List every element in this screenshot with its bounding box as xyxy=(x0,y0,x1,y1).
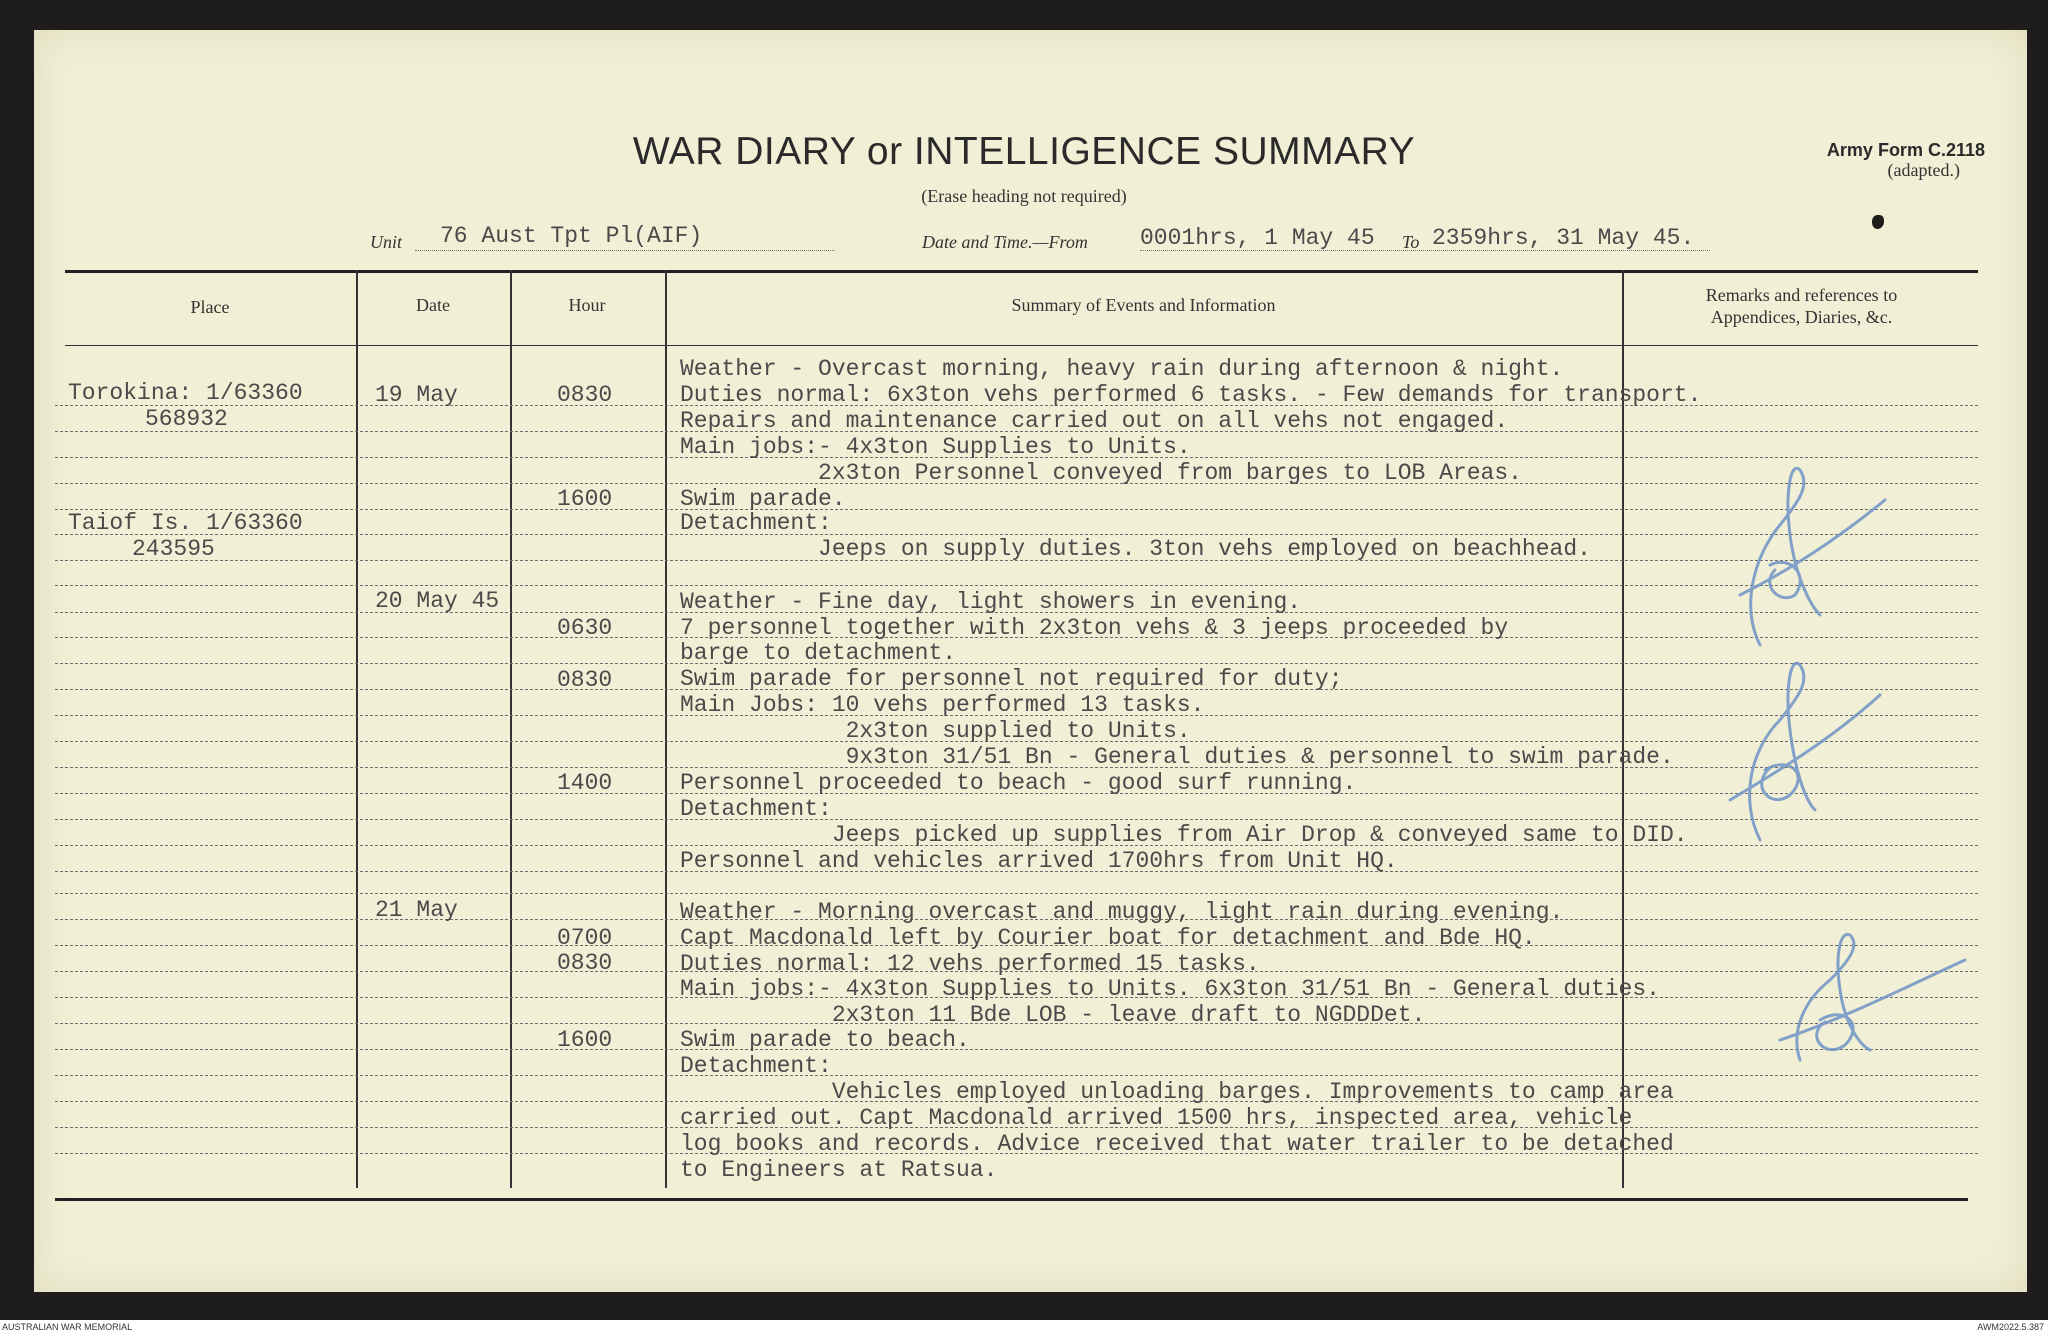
summary-line: Swim parade. xyxy=(680,486,846,512)
summary-line: Detachment: xyxy=(680,796,832,822)
summary-line: barge to detachment. xyxy=(680,640,957,666)
summary-line: 2x3ton Personnel conveyed from barges to LOB Areas. xyxy=(680,460,1522,486)
summary-line: Repairs and maintenance carried out on all vehs not engaged. xyxy=(680,408,1509,434)
summary-line: Jeeps on supply duties. 3ton vehs employed on beachhead. xyxy=(680,536,1591,562)
col-divider-date-hour xyxy=(510,270,512,1188)
hour-entry: 1600 xyxy=(557,1027,613,1053)
table-top-border xyxy=(65,270,1978,273)
place-taiof: Taiof Is. 1/63360 xyxy=(68,510,303,536)
header-place: Place xyxy=(190,297,230,317)
summary-line: Detachment: xyxy=(680,1053,832,1079)
summary-line: Duties normal: 12 vehs performed 15 tasks. xyxy=(680,951,1260,977)
col-divider-place-date xyxy=(356,270,358,1188)
summary-line: carried out. Capt Macdonald arrived 1500 hrs, inspected area, vehicle xyxy=(680,1105,1633,1131)
hour-entry: 0830 xyxy=(557,950,613,976)
footer-institution: AUSTRALIAN WAR MEMORIAL xyxy=(2,1322,133,1332)
summary-line: Weather - Overcast morning, heavy rain during afternoon & night. xyxy=(680,356,1564,382)
summary-line: 2x3ton supplied to Units. xyxy=(680,718,1191,744)
summary-line: Main jobs:- 4x3ton Supplies to Units. xyxy=(680,434,1191,460)
header-hour: Hour xyxy=(568,295,606,315)
ruled-line xyxy=(55,1075,1978,1076)
summary-line: Vehicles employed unloading barges. Improvements to camp area xyxy=(680,1079,1674,1105)
summary-line: Main Jobs: 10 vehs performed 13 tasks. xyxy=(680,692,1205,718)
hour-entry: 0630 xyxy=(557,615,613,641)
summary-line: Weather - Morning overcast and muggy, light rain during evening. xyxy=(680,899,1564,925)
ruled-line xyxy=(55,893,1978,894)
from-value: 0001hrs, 1 May 45 xyxy=(1140,225,1375,251)
hour-entry: 0830 xyxy=(557,382,613,408)
hour-entry: 0830 xyxy=(557,667,613,693)
summary-line: 2x3ton 11 Bde LOB - leave draft to NGDDDet. xyxy=(680,1002,1426,1028)
table-bottom-border xyxy=(55,1198,1968,1201)
summary-line: Personnel proceeded to beach - good surf running. xyxy=(680,770,1357,796)
army-form-number: Army Form C.2118 xyxy=(1826,140,1985,160)
summary-line: Main jobs:- 4x3ton Supplies to Units. 6x3ton 31/51 Bn - General duties. xyxy=(680,976,1660,1002)
ruled-line xyxy=(55,509,1978,510)
signature-initials xyxy=(1690,650,1890,850)
to-value: 2359hrs, 31 May 45. xyxy=(1432,225,1695,251)
date-19-may: 19 May xyxy=(375,382,458,408)
signature-initials xyxy=(1770,930,1970,1080)
archive-footer xyxy=(0,1320,2048,1335)
summary-line: log books and records. Advice received that water trailer to be detached xyxy=(680,1131,1674,1157)
page-title: WAR DIARY or INTELLIGENCE SUMMARY xyxy=(632,130,1416,173)
footer-reference: AWM2022.5.387 xyxy=(1977,1322,2044,1332)
summary-line: Duties normal: 6x3ton vehs performed 6 tasks. - Few demands for transport. xyxy=(680,382,1702,408)
to-label: To xyxy=(1402,232,1420,252)
date-20-may: 20 May 45 xyxy=(375,588,500,614)
date-21-may: 21 May xyxy=(375,897,458,923)
summary-line: Swim parade for personnel not required for duty; xyxy=(680,666,1343,692)
header-remarks-line2: Appendices, Diaries, &c. xyxy=(1710,307,1893,327)
hour-entry: 1400 xyxy=(557,770,613,796)
summary-line: Personnel and vehicles arrived 1700hrs from Unit HQ. xyxy=(680,848,1398,874)
unit-value: 76 Aust Tpt Pl(AIF) xyxy=(440,223,703,249)
army-form-adapted: (adapted.) xyxy=(1887,160,1960,180)
place-torokina: Torokina: 1/63360 xyxy=(68,380,303,406)
unit-label: Unit xyxy=(370,232,403,252)
summary-line: Jeeps picked up supplies from Air Drop & conveyed same to DID. xyxy=(680,822,1688,848)
col-divider-hour-summary xyxy=(665,270,667,1188)
summary-line: Weather - Fine day, light showers in evening. xyxy=(680,589,1302,615)
date-dotted-line xyxy=(1140,250,1710,251)
page-subtitle: (Erase heading not required) xyxy=(921,186,1127,206)
unit-dotted-line xyxy=(415,250,835,251)
summary-line: to Engineers at Ratsua. xyxy=(680,1157,998,1183)
summary-line: 9x3ton 31/51 Bn - General duties & personnel to swim parade. xyxy=(680,744,1674,770)
header-summary: Summary of Events and Information xyxy=(1011,295,1276,315)
hour-entry: 0700 xyxy=(557,925,613,951)
hour-entry: 1600 xyxy=(557,486,613,512)
header-remarks-line1: Remarks and references to xyxy=(1705,285,1898,305)
summary-line: Capt Macdonald left by Courier boat for detachment and Bde HQ. xyxy=(680,925,1536,951)
ruled-line xyxy=(55,585,1978,586)
header-date: Date xyxy=(416,295,450,315)
ruled-line xyxy=(55,534,1978,535)
summary-line: Swim parade to beach. xyxy=(680,1027,970,1053)
signature-initials xyxy=(1700,455,1890,655)
ruled-line xyxy=(55,1049,1978,1050)
header-bottom-border xyxy=(65,345,1978,346)
summary-line: Detachment: xyxy=(680,510,832,536)
date-time-label: Date and Time.—From xyxy=(922,232,1088,252)
summary-line: 7 personnel together with 2x3ton vehs & 3 jeeps proceeded by xyxy=(680,615,1509,641)
place-taiof-grid: 243595 xyxy=(132,536,215,562)
place-torokina-grid: 568932 xyxy=(145,406,228,432)
